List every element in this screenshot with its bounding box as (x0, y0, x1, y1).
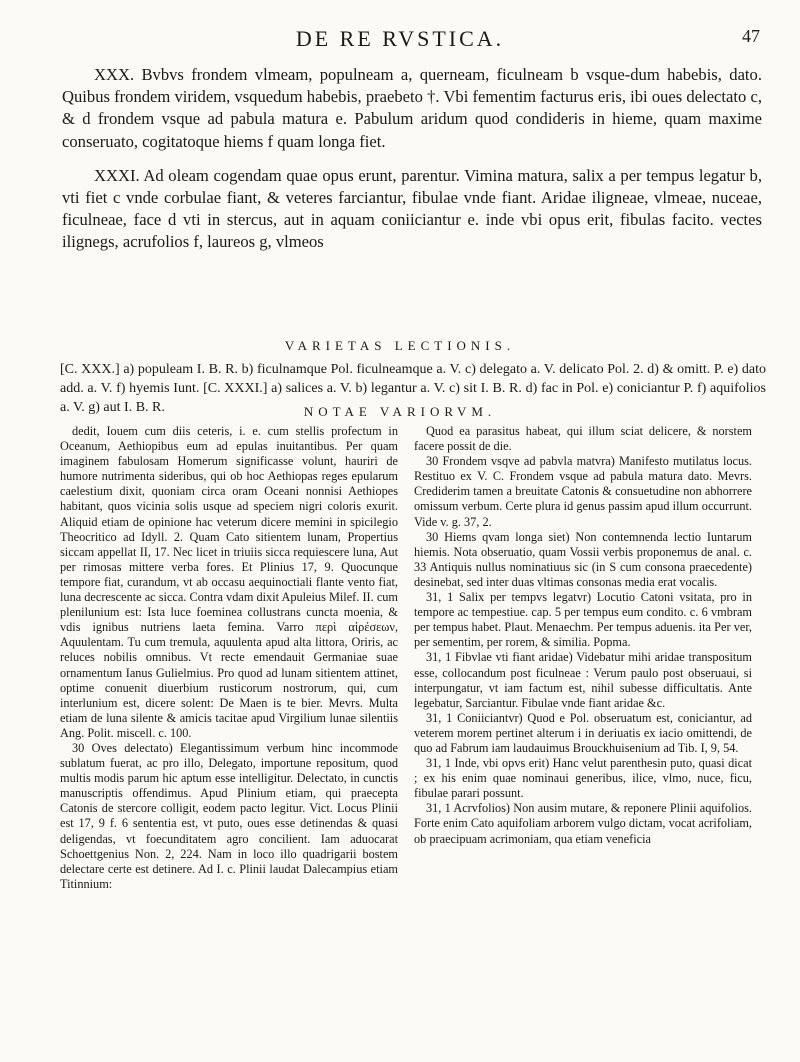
note-paragraph: 31, 1 Fibvlae vti fiant aridae) Videbatur mihi aridae transpositum esse, collocandum post ficulneae : Verum paulo post obseruaui, si interpungatur, vt iam factum est, nihil subesse difficultatis. Ante legebatur, Sarciantur. Fibulae vnde fiant aridae &c. (414, 650, 752, 710)
notes-column-right (414, 424, 752, 1054)
notes-heading: NOTAE VARIORVM. (303, 404, 497, 419)
paragraph-xxxi: XXXI. Ad oleam cogendam quae opus erunt, parentur. Vimina matura, salix a per tempus legatur b, vti fiet c vnde corbulae fiant, & veteres farciantur, fibulae vnde fiant. Aridae iligneae, vlmeae, nuceae, ficulneae, face d vti in stercus, aut in aquam coniiciantur e. inde vbi opus erit, fibulas facito. vectes ilignegs, acrufolios f, laureos g, vlmeos (62, 165, 762, 252)
notes-column-left (60, 424, 398, 1054)
variants-heading: VARIETAS LECTIONIS. (284, 338, 516, 353)
running-head: DE RE RVSTICA. (295, 26, 505, 51)
note-paragraph: 31, 1 Acrvfolios) Non ausim mutare, & reponere Plinii aquifolios. Forte enim Cato aquifoliam arborem vulgo dictam, vocat acrifoliam, ob praecipuam acrimoniam, qua etiam veneficia (414, 801, 752, 846)
variant-readings-text: [C. XXX.] a) populeam I. B. R. b) ficulnamque Pol. ficulneamque a. V. c) delegato a. V. delicato Pol. 2. d) & omitt. P. e) dato add. a. V. f) hyemis Iunt. [C. XXXI.] a) salices a. V. b) legantur a. V. c) sit I. B. R. d) fac in Pol. e) coniciantur P. f) aquifolios a. V. g) aut I. B. R. (60, 362, 766, 415)
note-paragraph: 31, 1 Salix per tempvs legatvr) Locutio Catoni vsitata, pro in tempore ac tempestiue. cap. 5 per tempus eum condito. c. 6 vmbram per tempus habet. Plaut. Menaechm. Per tempus aduenis. ita Per ver, per sementim, per rorem, & similia. Popma. (414, 590, 752, 650)
paragraph-xxx: XXX. Bvbvs frondem vlmeam, populneam a, querneam, ficulneam b vsque-dum habebis, dato. Quibus frondem viridem, vsquedum habebis, praebeto †. Vbi fementim facturus eris, ibi oues delectato c, & d frondem vsque ad pabula matura e. Pabulum aridum quod condideris in hieme, quam maxime conseruato, cogitatoque hiems f quam longa fiet. (62, 65, 762, 151)
note-paragraph: 30 Frondem vsqve ad pabvla matvra) Manifesto mutilatus locus. Restituo ex V. C. Frondem vsque ad pabula matura dato. Mevrs. Crediderim tamen a breuitate Catonis & consuetudine non abhorrere omissum verbum. Certe plura id genus passim apud illum occurrunt. Vide v. g. 37, 2. (414, 454, 752, 529)
main-text (62, 64, 762, 266)
note-paragraph: 30 Oves delectato) Elegantissimum verbum hinc incommode sublatum fuerat, ac pro illo, Delegato, importune repositum, quod multis modis parum hic aptum esse intelligitur. Delectato, in cunctis manuscriptis offendimus. Apud Plinium etiam, qui praecepta Catonis de stercore colligit, eodem pacto legitur. Vict. Locus Plinii est 17, 9 f. 6 sententia est, vt puto, oues esse detinendas & quasi deligendas, vt foecunditatem agro concilient. Iam aduocarat Schoettgenius Non. 2, 224. Nam in loco illo quadrigarii bostem delectare certe est detinere. Ad I. c. Plinii laudat Dalecampius etiam Titinnium: (60, 740, 398, 891)
page-number: 47 (742, 26, 760, 46)
note-paragraph: 31, 1 Inde, vbi opvs erit) Hanc velut parenthesin puto, quasi dicat ; ex his enim quae nominaui generibus, ilice, vlmo, nuce, ficu, fibulae parari possunt. (414, 756, 752, 801)
note-paragraph: dedit, Iouem cum diis ceteris, i. e. cum stellis profectum in Oceanum, Aethiopibus eum ad epulas inuitantibus. Per quam imaginem fabulosam Homerum significasse volunt, hauriri de humore nutrimenta sideribus, qui ob hoc Aethiopas reges epularum caelestium dixit, quoniam circa oram Oceani nonnisi Aethiopes habitant, quos vicinia solis usque ad speciem nigri coloris exurit. Aliquid etiam de opinione hac veterum dicere memini in spicilegio Theocritico ad Idyll. 2. Quam Cato sitientem lunam, Propertius siccam appellat II, 17. Nec licet in triuiis sicca requiescere luna, Aut per rimosas mittere verba fores. Et Plinius 17, 9. Quocunque tempore fiat, curandum, vt ab occasu aequinoctiali flante vento fiat, luna decrescente ac sicca. Contra vdam dixit Apuleius Milef. II. cum plenilunium est: Ista luce foeminea collustrans cuncta moenia, & vdis ignibus nutriens laeta femina. Varro περὶ αἱρέσεων, Aquulentam. Tu cum tremula, aquulenta apud alta littora, Oriris, ac reluces nobilis omnibus. Vt recte emendauit Germaniae suae ornamentum Ianus Gulielmius. Pro quod ad lunam sitientem attinet, optime conuenit diuerbium rusticorum nostrorum, qui, cum interlunium est, dicere solent: De Maen is te bier. Mevrs. Multa etiam de luna silente & amicis tacitae apud Virgilium lunae silentiis Ang. Polit. miscell. c. 100. (60, 424, 398, 740)
note-paragraph: Quod ea parasitus habeat, qui illum sciat delicere, & norstem facere possit de die. (414, 424, 752, 454)
note-paragraph: 30 Hiems qvam longa siet) Non contemnenda lectio Iuntarum hiemis. Nota obseruatio, quam Vossii verbis proponemus de anal. c. 33 Antiquis nullus nominatiuus sic (in S cum consona praecedente) desinebat, sed inter duas vltimas consonas media erat vocalis. (414, 529, 752, 589)
note-paragraph: 31, 1 Coniiciantvr) Quod e Pol. obseruatum est, coniciantur, ad veterem morem pertinet alterum i in deriuatis ex iacio omittendi, de quo ad Fabrum iam laudauimus Brouckhuisenium ad Tib. I, 9, 54. (414, 710, 752, 755)
